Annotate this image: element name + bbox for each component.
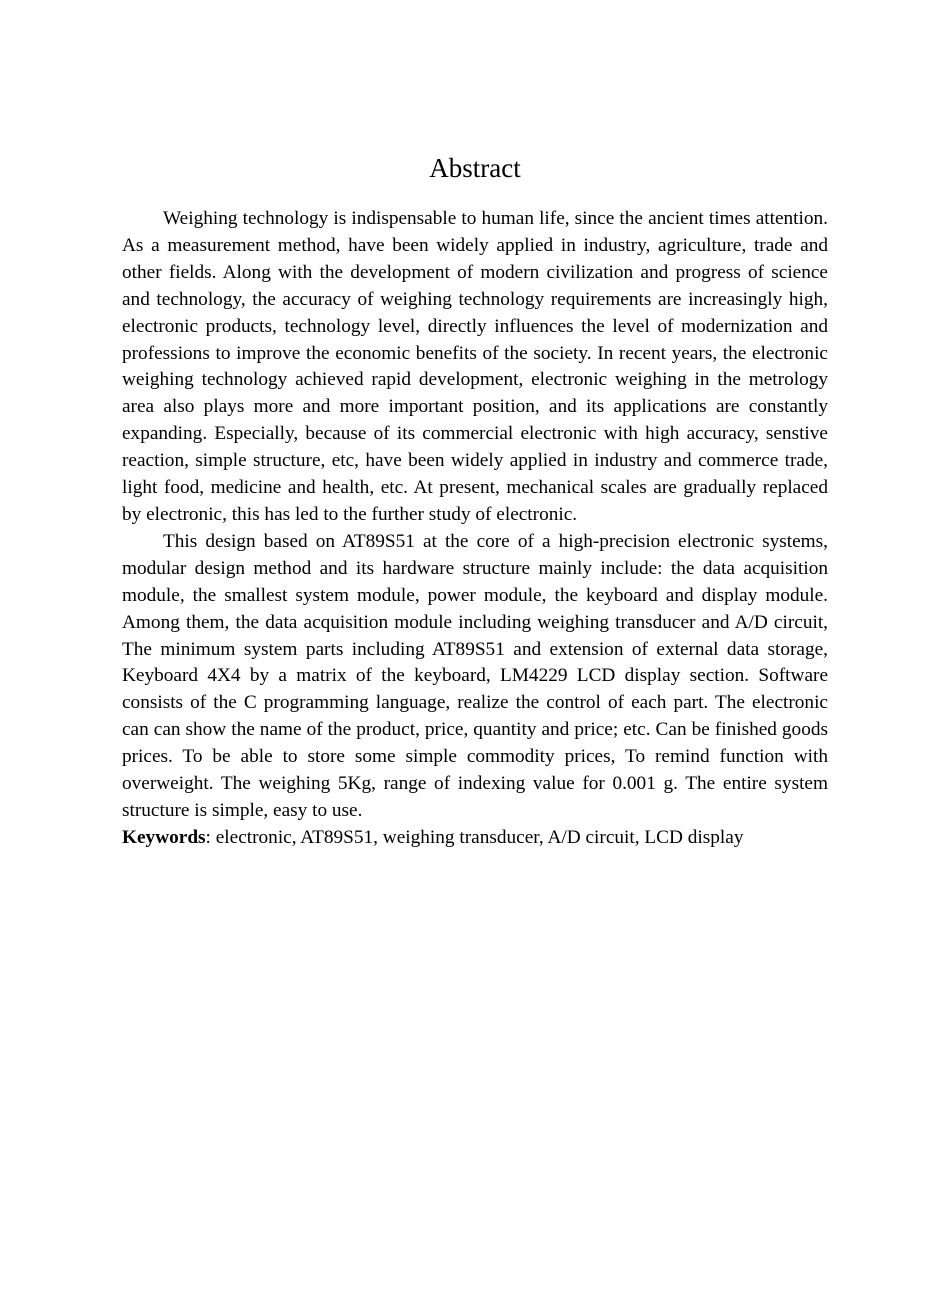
keywords-label: Keywords: [122, 826, 206, 848]
abstract-page: [122, 150, 828, 852]
abstract-paragraph-2: This design based on AT89S51 at the core of a high-precision electronic systems, modular design method and its hardware structure mainly include: the data acquisition module, the smallest system module, power module, the keyboard and display module. Among them, the data acquisition module including weighing transducer and A/D circuit, The minimum system parts including AT89S51 and extension of external data storage, Keyboard 4X4 by a matrix of the keyboard, LM4229 LCD display section. Software consists of the C programming language, realize the control of each part. The electronic can can show the name of the product, price, quantity and price; etc. Can be finished goods prices. To be able to store some simple commodity prices, To remind function with overweight. The weighing 5Kg, range of indexing value for 0.001 g. The entire system structure is simple, easy to use.: [122, 530, 828, 821]
keywords-line: [122, 825, 828, 852]
abstract-paragraph-1: Weighing technology is indispensable to human life, since the ancient times attention. As a measurement method, have been widely applied in industry, agriculture, trade and other fields. Along with the development of modern civilization and progress of science and technology, the accuracy of weighing technology requirements are increasingly high, electronic products, technology level, directly influences the level of modernization and professions to improve the economic benefits of the society. In recent years, the electronic weighing technology achieved rapid development, electronic weighing in the metrology area also plays more and more important position, and its applications are constantly expanding. Especially, because of its commercial electronic with high accuracy, senstive reaction, simple structure, etc, have been widely applied in industry and commerce trade, light food, medicine and health, etc. At present, mechanical scales are gradually replaced by electronic, this has led to the further study of electronic.: [122, 208, 828, 525]
keywords-text: : electronic, AT89S51, weighing transducer, A/D circuit, LCD display: [205, 826, 744, 848]
page-title: Abstract: [429, 153, 521, 183]
